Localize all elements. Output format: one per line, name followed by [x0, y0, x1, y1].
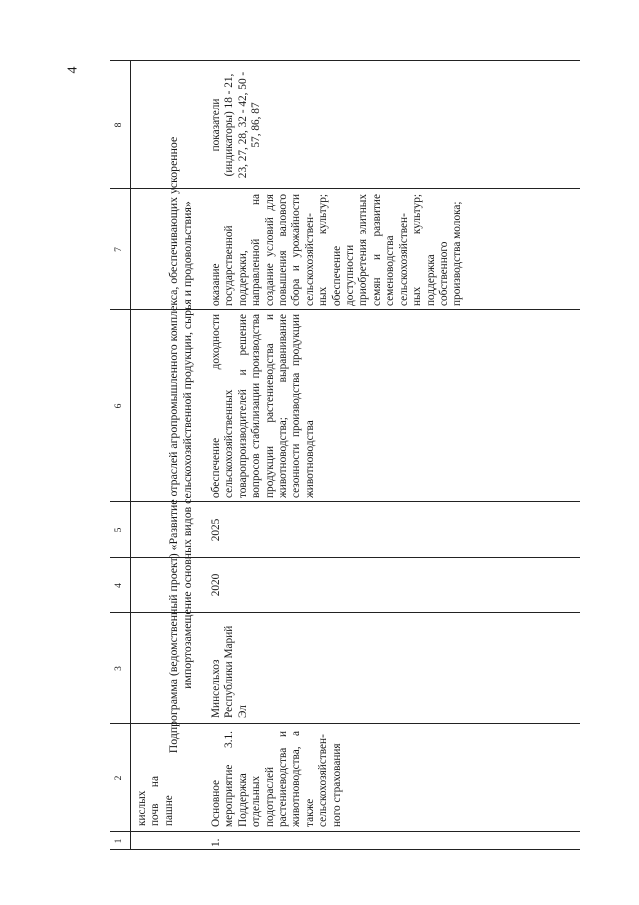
column-number: 5 — [114, 527, 124, 533]
subprogram-heading: Подпрограмма (ведомственный проект) «Развитие отраслей агропромышленного комплекса, обеспечивающих ускоренное импортозамещение основных видов сельскохозяйственной продукции, сырья и продовольствия» — [166, 136, 194, 754]
activities: оказание государственной поддержки, направленной на создание условий для повышения валового сбора и урожайности сельскохозяйствен-ных культур; обеспечение доступности приобретения элитных семян и развитие семеноводства сельскохозяйствен-ных культур; поддержка собственного производства молока; — [210, 194, 464, 306]
expected-result: обеспечение доходности сельскохозяйственных товаропроизводителей и решение вопросов стабилизации производства продукции растениеводства и животноводства; выравнивание сезонности производства продукции животноводства — [210, 314, 316, 498]
end-year: 2025 — [210, 518, 222, 542]
indicators: показатели (индикаторы) 18 - 21, 23, 27, 28, 32 - 42, 50 - 57, 86, 87 — [210, 71, 263, 179]
column-border — [110, 849, 580, 850]
previous-row-measure: кислых почв на пашне — [136, 776, 175, 826]
measure-name: Основное мероприятие 3.1. Поддержка отдельных подотраслей растениеводства и животноводства, а также сельскохозяйствен-ного страхования — [210, 731, 343, 827]
row-number: 1. — [210, 838, 222, 847]
page-number: 4 — [65, 66, 81, 74]
column-number-row — [110, 60, 131, 850]
start-year: 2020 — [210, 573, 222, 597]
column-border — [110, 831, 580, 832]
column-number: 2 — [114, 775, 124, 781]
column-number: 1 — [114, 838, 124, 844]
column-number: 7 — [114, 247, 124, 252]
executor: Минсельхоз Республики Марий Эл — [210, 625, 249, 718]
column-number: 6 — [114, 403, 124, 409]
column-number: 8 — [114, 122, 124, 128]
column-number: 3 — [114, 666, 124, 671]
table — [110, 60, 580, 850]
column-number: 4 — [114, 583, 124, 588]
column-border — [110, 60, 580, 61]
